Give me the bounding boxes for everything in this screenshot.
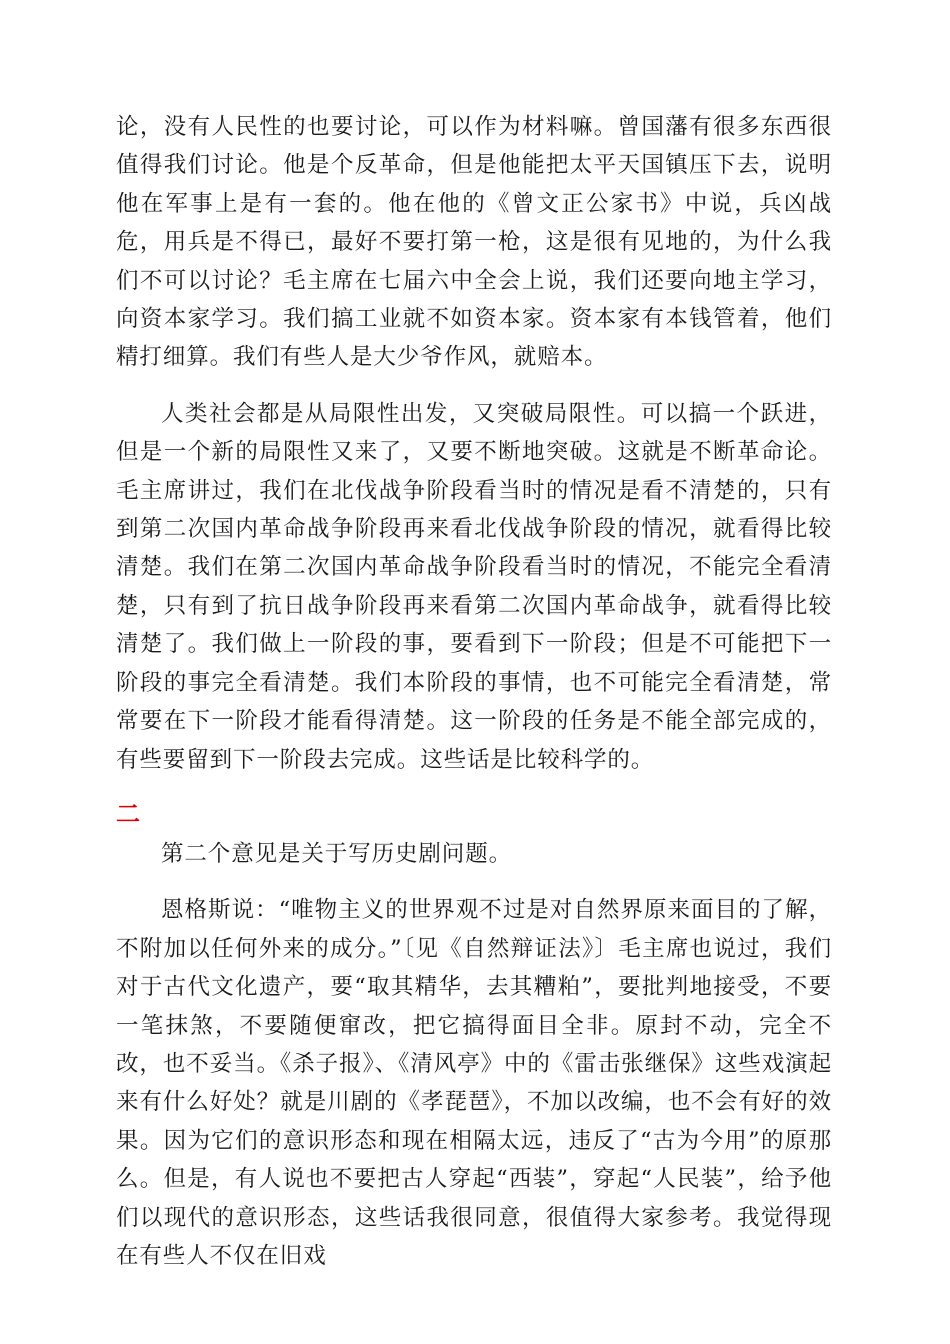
paragraph-engels-quote: 恩格斯说：“唯物主义的世界观不过是对自然界原来面目的了解，不附加以任何外来的成分。”〔见《自然辩证法》〕毛主席也说过，我们对于古代文化遗产，要“取其精华，去其糟粕”，要批判地接受，不要一笔抹煞，不要随便窜改，把它搞得面目全非。原封不动，完全不改，也不妥当。《杀子报》、《清风亭》中的《雷击张继保》这些戏演起来有什么好处？就是川剧的《孝琵琶》，不加以改编，也不会有好的效果。因为它们的意识形态和现在相隔太远，违反了“古为今用”的原那么。但是，有人说也不要把古人穿起“西装”，穿起“人民装”，给予他们以现代的意识形态，这些话我很同意，很值得大家参考。我觉得现在有些人不仅在旧戏 (116, 897, 832, 1269)
paragraph-limitations: 人类社会都是从局限性出发，又突破局限性。可以搞一个跃进，但是一个新的局限性又来了，又要不断地突破。这就是不断革命论。毛主席讲过，我们在北伐战争阶段看当时的情况是看不清楚的，只有到第二次国内革命战争阶段再来看北伐战争阶段的情况，就看得比较清楚。我们在第二次国内革命战争阶段看当时的情况，不能完全看清楚，只有到了抗日战争阶段再来看第二次国内革命战争，就看得比较清楚了。我们做上一阶段的事，要看到下一阶段；但是不可能把下一阶段的事完全看清楚。我们本阶段的事情，也不可能完全看清楚，常常要在下一阶段才能看得清楚。这一阶段的任务是不能全部完成的，有些要留到下一阶段去完成。这些话是比较科学的。 (116, 400, 832, 773)
paragraph-continued: 论，没有人民性的也要讨论，可以作为材料嘛。曾国藩有很多东西很值得我们讨论。他是个反革命，但是他能把太平天国镇压下去，说明他在军事上是有一套的。他在他的《曾文正公家书》中说，兵凶战危，用兵是不得已，最好不要打第一枪，这是很有见地的，为什么我们不可以讨论？毛主席在七届六中全会上说，我们还要向地主学习，向资本家学习。我们搞工业就不如资本家。资本家有本钱管着，他们精打细算。我们有些人是大少爷作风，就赔本。 (116, 114, 832, 371)
paragraph-historical-drama: 第二个意见是关于写历史剧问题。 (161, 840, 513, 867)
section-heading-two: 二 (116, 799, 140, 828)
document-page (116, 108, 832, 1275)
